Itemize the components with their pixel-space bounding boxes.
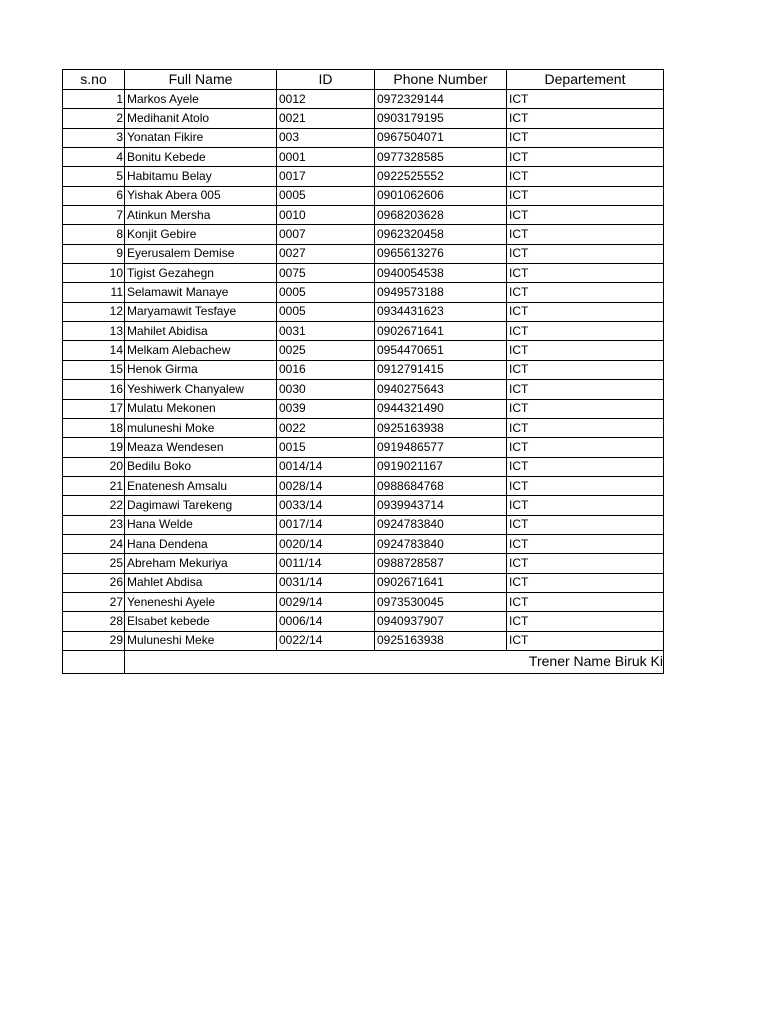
table-row bbox=[63, 457, 664, 476]
id-cell[interactable]: 0031/14 bbox=[277, 573, 375, 592]
sno-cell[interactable]: 23 bbox=[63, 515, 125, 534]
department-cell[interactable]: ICT bbox=[507, 612, 664, 631]
header-id[interactable]: ID bbox=[277, 70, 375, 90]
table-row bbox=[63, 167, 664, 186]
sno-cell[interactable]: 7 bbox=[63, 206, 125, 225]
phone-number-cell[interactable]: 0965613276 bbox=[375, 244, 507, 263]
id-cell[interactable]: 0027 bbox=[277, 244, 375, 263]
department-cell[interactable]: ICT bbox=[507, 592, 664, 611]
phone-number-cell[interactable]: 0954470651 bbox=[375, 341, 507, 360]
phone-number-cell[interactable]: 0922525552 bbox=[375, 167, 507, 186]
phone-number-cell[interactable]: 0968203628 bbox=[375, 206, 507, 225]
department-cell[interactable]: ICT bbox=[507, 554, 664, 573]
department-cell[interactable]: ICT bbox=[507, 206, 664, 225]
sno-cell[interactable]: 19 bbox=[63, 438, 125, 457]
sno-cell[interactable]: 21 bbox=[63, 476, 125, 495]
table-row bbox=[63, 264, 664, 283]
full-name-cell[interactable]: Selamawit Manaye bbox=[125, 283, 277, 302]
sno-cell[interactable]: 17 bbox=[63, 399, 125, 418]
id-cell[interactable]: 0010 bbox=[277, 206, 375, 225]
full-name-cell[interactable]: Mahilet Abidisa bbox=[125, 322, 277, 341]
full-name-cell[interactable]: Eyerusalem Demise bbox=[125, 244, 277, 263]
table-row bbox=[63, 360, 664, 379]
table-row bbox=[63, 534, 664, 553]
id-cell[interactable]: 0017 bbox=[277, 167, 375, 186]
department-cell[interactable]: ICT bbox=[507, 380, 664, 399]
sno-cell[interactable]: 16 bbox=[63, 380, 125, 399]
phone-number-cell[interactable]: 0901062606 bbox=[375, 186, 507, 205]
department-cell[interactable]: ICT bbox=[507, 167, 664, 186]
table-row bbox=[63, 206, 664, 225]
id-cell[interactable]: 0005 bbox=[277, 283, 375, 302]
table-row bbox=[63, 554, 664, 573]
department-cell[interactable]: ICT bbox=[507, 225, 664, 244]
id-cell[interactable]: 0025 bbox=[277, 341, 375, 360]
full-name-cell[interactable]: Tigist Gezahegn bbox=[125, 264, 277, 283]
sno-cell[interactable]: 25 bbox=[63, 554, 125, 573]
phone-number-cell[interactable]: 0925163938 bbox=[375, 418, 507, 437]
sno-cell[interactable]: 5 bbox=[63, 167, 125, 186]
full-name-cell[interactable]: Maryamawit Tesfaye bbox=[125, 302, 277, 321]
id-cell[interactable]: 0022/14 bbox=[277, 631, 375, 650]
table-row bbox=[63, 302, 664, 321]
full-name-cell[interactable]: Atinkun Mersha bbox=[125, 206, 277, 225]
table-row bbox=[63, 225, 664, 244]
phone-number-cell[interactable]: 0902671641 bbox=[375, 322, 507, 341]
id-cell[interactable]: 0016 bbox=[277, 360, 375, 379]
phone-number-cell[interactable]: 0972329144 bbox=[375, 90, 507, 109]
phone-number-cell[interactable]: 0934431623 bbox=[375, 302, 507, 321]
sno-cell[interactable]: 22 bbox=[63, 496, 125, 515]
table-row bbox=[63, 128, 664, 147]
id-cell[interactable]: 0005 bbox=[277, 186, 375, 205]
department-cell[interactable]: ICT bbox=[507, 438, 664, 457]
id-cell[interactable]: 0020/14 bbox=[277, 534, 375, 553]
phone-number-cell[interactable]: 0902671641 bbox=[375, 573, 507, 592]
department-cell[interactable]: ICT bbox=[507, 476, 664, 495]
department-cell[interactable]: ICT bbox=[507, 283, 664, 302]
phone-number-cell[interactable]: 0925163938 bbox=[375, 631, 507, 650]
phone-number-cell[interactable]: 0977328585 bbox=[375, 148, 507, 167]
full-name-cell[interactable]: Yeshiwerk Chanyalew bbox=[125, 380, 277, 399]
table-body bbox=[63, 90, 664, 651]
table-row bbox=[63, 322, 664, 341]
phone-number-cell[interactable]: 0919021167 bbox=[375, 457, 507, 476]
department-cell[interactable]: ICT bbox=[507, 109, 664, 128]
full-name-cell[interactable]: Hana Dendena bbox=[125, 534, 277, 553]
full-name-cell[interactable]: Yonatan Fikire bbox=[125, 128, 277, 147]
sno-cell[interactable]: 2 bbox=[63, 109, 125, 128]
department-cell[interactable]: ICT bbox=[507, 534, 664, 553]
sno-cell[interactable]: 3 bbox=[63, 128, 125, 147]
department-cell[interactable]: ICT bbox=[507, 515, 664, 534]
sno-cell[interactable]: 28 bbox=[63, 612, 125, 631]
header-full-name[interactable]: Full Name bbox=[125, 70, 277, 90]
table-row bbox=[63, 244, 664, 263]
spreadsheet bbox=[62, 69, 663, 674]
table-row bbox=[63, 341, 664, 360]
id-cell[interactable]: 0001 bbox=[277, 148, 375, 167]
phone-number-cell[interactable]: 0967504071 bbox=[375, 128, 507, 147]
sno-cell[interactable]: 13 bbox=[63, 322, 125, 341]
sno-cell[interactable]: 6 bbox=[63, 186, 125, 205]
id-cell[interactable]: 0011/14 bbox=[277, 554, 375, 573]
table-row bbox=[63, 380, 664, 399]
header-sno[interactable]: s.no bbox=[63, 70, 125, 90]
id-cell[interactable]: 0028/14 bbox=[277, 476, 375, 495]
full-name-cell[interactable]: Bedilu Boko bbox=[125, 457, 277, 476]
phone-number-cell[interactable]: 0940054538 bbox=[375, 264, 507, 283]
phone-number-cell[interactable]: 0939943714 bbox=[375, 496, 507, 515]
id-cell[interactable]: 0014/14 bbox=[277, 457, 375, 476]
phone-number-cell[interactable]: 0924783840 bbox=[375, 534, 507, 553]
student-table bbox=[62, 69, 664, 674]
id-cell[interactable]: 0039 bbox=[277, 399, 375, 418]
sno-cell[interactable]: 14 bbox=[63, 341, 125, 360]
table-row bbox=[63, 90, 664, 109]
id-cell[interactable]: 0021 bbox=[277, 109, 375, 128]
table-row bbox=[63, 438, 664, 457]
full-name-cell[interactable]: Medihanit Atolo bbox=[125, 109, 277, 128]
id-cell[interactable]: 0033/14 bbox=[277, 496, 375, 515]
header-phone-number[interactable]: Phone Number bbox=[375, 70, 507, 90]
full-name-cell[interactable]: Bonitu Kebede bbox=[125, 148, 277, 167]
table-row bbox=[63, 573, 664, 592]
id-cell[interactable]: 0007 bbox=[277, 225, 375, 244]
sno-cell[interactable]: 18 bbox=[63, 418, 125, 437]
table-row bbox=[63, 476, 664, 495]
phone-number-cell[interactable]: 0962320458 bbox=[375, 225, 507, 244]
table-row bbox=[63, 418, 664, 437]
sno-cell[interactable]: 15 bbox=[63, 360, 125, 379]
id-cell[interactable]: 0030 bbox=[277, 380, 375, 399]
phone-number-cell[interactable]: 0988728587 bbox=[375, 554, 507, 573]
id-cell[interactable]: 0015 bbox=[277, 438, 375, 457]
table-row bbox=[63, 399, 664, 418]
department-cell[interactable]: ICT bbox=[507, 90, 664, 109]
footer-cell[interactable] bbox=[125, 650, 664, 673]
phone-number-cell[interactable]: 0988684768 bbox=[375, 476, 507, 495]
table-row bbox=[63, 612, 664, 631]
department-cell[interactable]: ICT bbox=[507, 399, 664, 418]
full-name-cell[interactable]: Muluneshi Meke bbox=[125, 631, 277, 650]
id-cell[interactable]: 0005 bbox=[277, 302, 375, 321]
department-cell[interactable]: ICT bbox=[507, 302, 664, 321]
full-name-cell[interactable]: Yeneneshi Ayele bbox=[125, 592, 277, 611]
phone-number-cell[interactable]: 0949573188 bbox=[375, 283, 507, 302]
table-row bbox=[63, 109, 664, 128]
full-name-cell[interactable]: Dagimawi Tarekeng bbox=[125, 496, 277, 515]
id-cell[interactable]: 0022 bbox=[277, 418, 375, 437]
id-cell[interactable]: 0031 bbox=[277, 322, 375, 341]
full-name-cell[interactable]: Hana Welde bbox=[125, 515, 277, 534]
full-name-cell[interactable]: Habitamu Belay bbox=[125, 167, 277, 186]
full-name-cell[interactable]: Elsabet kebede bbox=[125, 612, 277, 631]
table-row bbox=[63, 283, 664, 302]
footer-empty-cell[interactable] bbox=[63, 650, 125, 673]
full-name-cell[interactable]: Melkam Alebachew bbox=[125, 341, 277, 360]
sno-cell[interactable]: 26 bbox=[63, 573, 125, 592]
phone-number-cell[interactable]: 0973530045 bbox=[375, 592, 507, 611]
department-cell[interactable]: ICT bbox=[507, 573, 664, 592]
sno-cell[interactable]: 20 bbox=[63, 457, 125, 476]
full-name-cell[interactable]: Meaza Wendesen bbox=[125, 438, 277, 457]
table-row bbox=[63, 631, 664, 650]
sno-cell[interactable]: 9 bbox=[63, 244, 125, 263]
sno-cell[interactable]: 27 bbox=[63, 592, 125, 611]
sno-cell[interactable]: 29 bbox=[63, 631, 125, 650]
department-cell[interactable]: ICT bbox=[507, 341, 664, 360]
department-cell[interactable]: ICT bbox=[507, 322, 664, 341]
table-row bbox=[63, 186, 664, 205]
sno-cell[interactable]: 12 bbox=[63, 302, 125, 321]
full-name-cell[interactable]: muluneshi Moke bbox=[125, 418, 277, 437]
sno-cell[interactable]: 8 bbox=[63, 225, 125, 244]
department-cell[interactable]: ICT bbox=[507, 186, 664, 205]
phone-number-cell[interactable]: 0944321490 bbox=[375, 399, 507, 418]
table-row bbox=[63, 592, 664, 611]
id-cell[interactable]: 0012 bbox=[277, 90, 375, 109]
department-cell[interactable]: ICT bbox=[507, 496, 664, 515]
department-cell[interactable]: ICT bbox=[507, 457, 664, 476]
sno-cell[interactable]: 4 bbox=[63, 148, 125, 167]
table-row bbox=[63, 496, 664, 515]
department-cell[interactable]: ICT bbox=[507, 148, 664, 167]
trainer-name-text: Trener Name Biruk Ki bbox=[528, 653, 663, 670]
table-row bbox=[63, 148, 664, 167]
sno-cell[interactable]: 10 bbox=[63, 264, 125, 283]
full-name-cell[interactable]: Henok Girma bbox=[125, 360, 277, 379]
department-cell[interactable]: ICT bbox=[507, 264, 664, 283]
footer-row bbox=[63, 650, 664, 673]
department-cell[interactable]: ICT bbox=[507, 631, 664, 650]
phone-number-cell[interactable]: 0912791415 bbox=[375, 360, 507, 379]
id-cell[interactable]: 0006/14 bbox=[277, 612, 375, 631]
id-cell[interactable]: 0029/14 bbox=[277, 592, 375, 611]
sno-cell[interactable]: 24 bbox=[63, 534, 125, 553]
id-cell[interactable]: 003 bbox=[277, 128, 375, 147]
full-name-cell[interactable]: Mulatu Mekonen bbox=[125, 399, 277, 418]
full-name-cell[interactable]: Konjit Gebire bbox=[125, 225, 277, 244]
header-department[interactable]: Departement bbox=[507, 70, 664, 90]
full-name-cell[interactable]: Markos Ayele bbox=[125, 90, 277, 109]
phone-number-cell[interactable]: 0919486577 bbox=[375, 438, 507, 457]
full-name-cell[interactable]: Yishak Abera 005 bbox=[125, 186, 277, 205]
full-name-cell[interactable]: Abreham Mekuriya bbox=[125, 554, 277, 573]
department-cell[interactable]: ICT bbox=[507, 244, 664, 263]
full-name-cell[interactable]: Mahlet Abdisa bbox=[125, 573, 277, 592]
table-row bbox=[63, 515, 664, 534]
phone-number-cell[interactable]: 0940275643 bbox=[375, 380, 507, 399]
phone-number-cell[interactable]: 0940937907 bbox=[375, 612, 507, 631]
full-name-cell[interactable]: Enatenesh Amsalu bbox=[125, 476, 277, 495]
department-cell[interactable]: ICT bbox=[507, 360, 664, 379]
department-cell[interactable]: ICT bbox=[507, 128, 664, 147]
phone-number-cell[interactable]: 0903179195 bbox=[375, 109, 507, 128]
phone-number-cell[interactable]: 0924783840 bbox=[375, 515, 507, 534]
id-cell[interactable]: 0075 bbox=[277, 264, 375, 283]
sno-cell[interactable]: 11 bbox=[63, 283, 125, 302]
sno-cell[interactable]: 1 bbox=[63, 90, 125, 109]
id-cell[interactable]: 0017/14 bbox=[277, 515, 375, 534]
header-row bbox=[63, 70, 664, 90]
department-cell[interactable]: ICT bbox=[507, 418, 664, 437]
